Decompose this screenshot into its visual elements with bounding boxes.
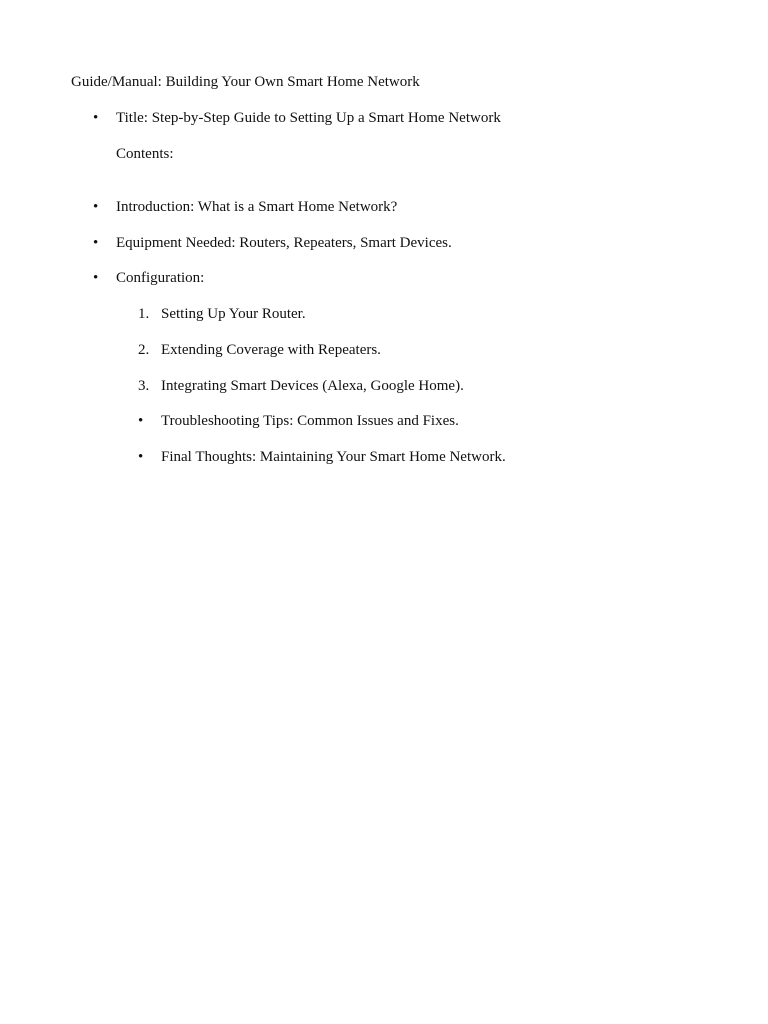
list-item-final-thoughts: Final Thoughts: Maintaining Your Smart Home Network.	[161, 449, 506, 465]
bullet-marker: •	[93, 235, 99, 251]
bullet-marker: •	[93, 110, 99, 126]
list-item-configuration: Configuration:	[116, 270, 205, 286]
bullet-marker: •	[93, 270, 99, 286]
bullet-marker: •	[138, 413, 144, 429]
list-item-equipment: Equipment Needed: Routers, Repeaters, Smart Devices.	[116, 235, 452, 251]
list-item-troubleshooting: Troubleshooting Tips: Common Issues and Fixes.	[161, 413, 459, 429]
config-step-router: Setting Up Your Router.	[161, 306, 306, 322]
config-step-smart-devices: Integrating Smart Devices (Alexa, Google Home).	[161, 378, 464, 394]
list-item-introduction: Introduction: What is a Smart Home Network?	[116, 199, 398, 215]
numbered-marker: 1.	[138, 306, 150, 322]
document-heading: Guide/Manual: Building Your Own Smart Home Network	[71, 74, 420, 90]
title-item: Title: Step-by-Step Guide to Setting Up a Smart Home Network	[116, 110, 501, 126]
bullet-marker: •	[138, 449, 144, 465]
numbered-marker: 2.	[138, 342, 150, 358]
numbered-marker: 3.	[138, 378, 150, 394]
config-step-repeaters: Extending Coverage with Repeaters.	[161, 342, 381, 358]
bullet-marker: •	[93, 199, 99, 215]
contents-label: Contents:	[116, 146, 174, 162]
